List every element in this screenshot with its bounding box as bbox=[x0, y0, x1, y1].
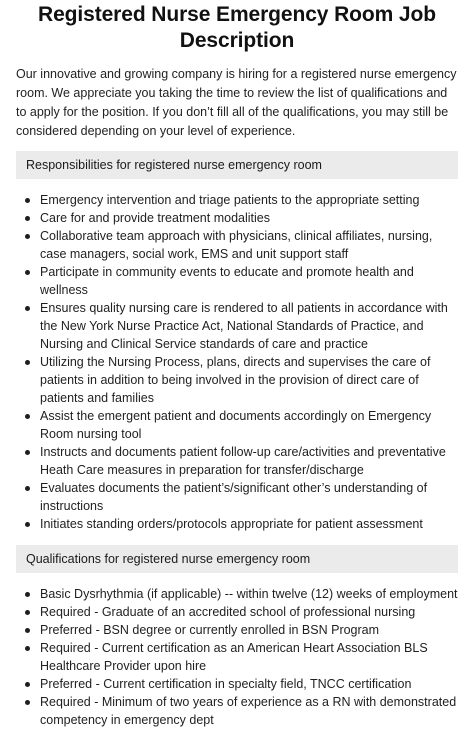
responsibilities-heading: Responsibilities for registered nurse emergency room bbox=[16, 151, 458, 179]
list-item: Instructs and documents patient follow-up care/activities and preventative Heath Care measures in preparation for transfer/discharge bbox=[40, 443, 458, 479]
intro-paragraph: Our innovative and growing company is hiring for a registered nurse emergency room. We appreciate you taking the time to review the list of qualifications and to apply for the position. If you don’t fill all of the qualifications, you may still be considered depending on your level of experience. bbox=[16, 67, 457, 138]
list-item: Preferred - Current certification in specialty field, TNCC certification bbox=[40, 675, 458, 693]
list-item: Required - Graduate of an accredited school of professional nursing bbox=[40, 603, 458, 621]
list-item: Assist the emergent patient and documents accordingly on Emergency Room nursing tool bbox=[40, 407, 458, 443]
list-item: Utilizing the Nursing Process, plans, directs and supervises the care of patients in addition to being involved in the provision of direct care of patients and families bbox=[40, 353, 458, 407]
list-item: Basic Dysrhythmia (if applicable) -- within twelve (12) weeks of employment bbox=[40, 587, 458, 601]
list-item: Initiates standing orders/protocols appropriate for patient assessment bbox=[40, 515, 458, 533]
list-item: Collaborative team approach with physicians, clinical affiliates, nursing, case managers, social work, EMS and unit support staff bbox=[40, 227, 458, 263]
responsibilities-list bbox=[16, 191, 458, 533]
list-item: Emergency intervention and triage patients to the appropriate setting bbox=[40, 191, 458, 209]
list-item: Preferred - BSN degree or currently enrolled in BSN Program bbox=[40, 621, 458, 639]
list-item: Required - Minimum of two years of experience as a RN with demonstrated competency in emergency dept bbox=[40, 695, 457, 727]
list-item: Ensures quality nursing care is rendered to all patients in accordance with the New York Nurse Practice Act, National Standards of Practice, and Nursing and Clinical Service standards of care and practice bbox=[40, 299, 458, 353]
list-item: Evaluates documents the patient’s/significant other’s understanding of instructions bbox=[40, 479, 458, 515]
list-item: Care for and provide treatment modalities bbox=[40, 209, 458, 227]
list-item: Required - Current certification as an American Heart Association BLS Healthcare Provider upon hire bbox=[40, 639, 458, 675]
page-title: Registered Nurse Emergency Room Job Description bbox=[38, 3, 436, 52]
qualifications-list bbox=[16, 585, 458, 729]
list-item: Participate in community events to educate and promote health and wellness bbox=[40, 263, 458, 299]
qualifications-heading: Qualifications for registered nurse emergency room bbox=[16, 545, 458, 573]
